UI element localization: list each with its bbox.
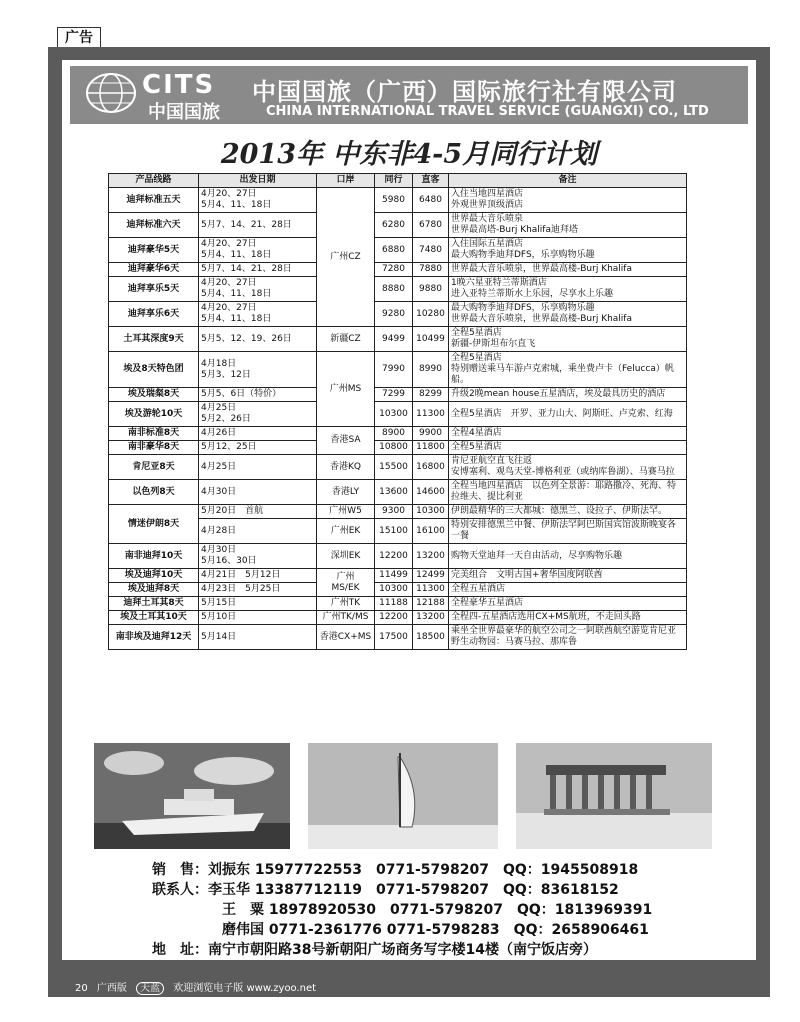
monument-photo (516, 743, 712, 849)
peer-price-cell: 7280 (375, 263, 413, 277)
footer-brand: 广西版 (96, 983, 127, 994)
company-name-cn: 中国国旅（广西）国际旅行社有限公司 (252, 78, 677, 106)
sales-info: 刘振东 15977722553 0771-5798207 QQ：1945508918 (208, 862, 639, 878)
route-cell: 情迷伊朗8天 (109, 505, 199, 544)
contact-row (152, 900, 652, 920)
route-cell: 以色列8天 (109, 480, 199, 505)
route-cell: 迪拜土耳其8天 (109, 597, 199, 611)
peer-price-cell: 12200 (375, 611, 413, 625)
note-cell: 全程5星酒店 开罗、亚力山大、阿斯旺、卢克索、红海 (449, 402, 687, 427)
contact-label: 联系人： (152, 882, 208, 898)
note-cell: 全程5星酒店 特别赠送乘马车游卢克索城，乘坐费卢卡（Felucca）帆船。 (449, 352, 687, 388)
table-row (109, 625, 687, 650)
table-row (109, 505, 687, 519)
port-cell: 香港KQ (317, 455, 375, 480)
photo-strip (94, 743, 734, 849)
dates-cell: 5月7、14、21、28日 (199, 263, 317, 277)
direct-price-cell: 18500 (413, 625, 449, 650)
note-cell: 全程四-五星酒店选用CX+MS航班，不走回头路 (449, 611, 687, 625)
table-row (109, 277, 687, 302)
logo-cn: 中国国旅 (148, 102, 220, 123)
column-header: 同行 (375, 174, 413, 188)
address-row (152, 940, 652, 960)
table-row (109, 583, 687, 597)
note-cell: 入住国际五星酒店 最大购物季迪拜DFS，乐享购物乐趣 (449, 238, 687, 263)
dates-cell: 4月23日 5月25日 (199, 583, 317, 597)
direct-price-cell: 8299 (413, 388, 449, 402)
table-row (109, 441, 687, 455)
route-cell: 迪拜豪华5天 (109, 238, 199, 263)
peer-price-cell: 9280 (375, 302, 413, 327)
dates-cell: 4月28日 (199, 519, 317, 544)
peer-price-cell: 11188 (375, 597, 413, 611)
peer-price-cell: 8900 (375, 427, 413, 441)
table-header-row (109, 174, 687, 188)
table-row (109, 238, 687, 263)
tour-plan-table (108, 173, 687, 650)
note-cell: 肯尼亚航空直飞往返 安博塞利、观鸟天堂-博格利亚（或纳库鲁湖）、马赛马拉 (449, 455, 687, 480)
ad-tag: 广告 (57, 27, 101, 49)
route-cell: 迪拜享乐6天 (109, 302, 199, 327)
dates-cell: 4月20、27日 5月4、11、18日 (199, 238, 317, 263)
column-header: 直客 (413, 174, 449, 188)
peer-price-cell: 17500 (375, 625, 413, 650)
direct-price-cell: 7880 (413, 263, 449, 277)
note-cell: 购物天堂迪拜一天自由活动，尽享购物乐趣 (449, 544, 687, 569)
address-info: 南宁市朝阳路38号新朝阳广场商务写字楼14楼（南宁饭店旁） (208, 942, 597, 958)
direct-price-cell: 10499 (413, 327, 449, 352)
note-cell: 乘坐全世界最豪华的航空公司之一阿联酋航空游览肯尼亚野生动物园：马赛马拉、那库鲁 (449, 625, 687, 650)
direct-price-cell: 11300 (413, 402, 449, 427)
direct-price-cell: 6780 (413, 213, 449, 238)
dates-cell: 4月20、27日 5月4、11、18日 (199, 188, 317, 213)
table-row (109, 480, 687, 505)
page-title: 2013年 中东非4-5月同行计划 (220, 139, 598, 170)
dates-cell: 4月25日 5月2、26日 (199, 402, 317, 427)
port-cell: 广州CZ (317, 188, 375, 327)
direct-price-cell: 13200 (413, 611, 449, 625)
note-cell: 世界最大音乐喷泉，世界最高楼-Burj Khalifa (449, 263, 687, 277)
table-row (109, 263, 687, 277)
peer-price-cell: 9499 (375, 327, 413, 352)
route-cell: 埃及游轮10天 (109, 402, 199, 427)
sales-row (152, 860, 652, 880)
column-header: 口岸 (317, 174, 375, 188)
contact-info: 磨伟国 0771-2361776 0771-5798283 QQ：2658906461 (222, 922, 649, 938)
company-name-en: CHINA INTERNATIONAL TRAVEL SERVICE (GUANGXI) CO., LTD (266, 104, 709, 119)
note-cell: 完美组合 文明古国+奢华国度阿联酋 (449, 569, 687, 583)
peer-price-cell: 13600 (375, 480, 413, 505)
peer-price-cell: 15500 (375, 455, 413, 480)
route-cell: 南非豪华8天 (109, 441, 199, 455)
burj-al-arab-photo (308, 743, 498, 849)
peer-price-cell: 11499 (375, 569, 413, 583)
peer-price-cell: 8880 (375, 277, 413, 302)
note-cell: 伊朗最精华的三大都城：德黑兰、设拉子、伊斯法罕。 (449, 505, 687, 519)
direct-price-cell: 6480 (413, 188, 449, 213)
peer-price-cell: 10300 (375, 402, 413, 427)
column-header: 备注 (449, 174, 687, 188)
note-cell: 特别安排德黑兰中餐、伊斯法罕阿巴斯国宾馆波斯晚宴各一餐 (449, 519, 687, 544)
direct-price-cell: 11800 (413, 441, 449, 455)
peer-price-cell: 6880 (375, 238, 413, 263)
route-cell: 埃及瑞粲8天 (109, 388, 199, 402)
port-cell: 广州MS (317, 352, 375, 427)
cruise-ship-photo (94, 743, 290, 849)
dates-cell: 4月25日 (199, 455, 317, 480)
port-cell: 香港LY (317, 480, 375, 505)
peer-price-cell: 7299 (375, 388, 413, 402)
company-header (70, 66, 748, 124)
sales-label: 销 售： (152, 862, 208, 878)
route-cell: 南非迪拜10天 (109, 544, 199, 569)
route-cell: 南非标准8天 (109, 427, 199, 441)
note-cell: 最大购物季迪拜DFS，乐享购物乐趣 世界最大音乐喷泉，世界最高楼-Burj Khalifa (449, 302, 687, 327)
dates-cell: 5月15日 (199, 597, 317, 611)
footer-text: 欢迎浏览电子版 www.zyoo.net (173, 983, 317, 994)
table-row (109, 213, 687, 238)
note-cell: 全程当地四星酒店 以色列全景游：耶路撒冷、死海、特拉维夫、提比利亚 (449, 480, 687, 505)
dates-cell: 5月12、25日 (199, 441, 317, 455)
note-cell: 全程五星酒店 (449, 583, 687, 597)
direct-price-cell: 9880 (413, 277, 449, 302)
peer-price-cell: 15100 (375, 519, 413, 544)
direct-price-cell: 14600 (413, 480, 449, 505)
page-footer (75, 979, 322, 994)
peer-price-cell: 6280 (375, 213, 413, 238)
table-row (109, 611, 687, 625)
route-cell: 埃及迪拜8天 (109, 583, 199, 597)
dates-cell: 4月30日 5月16、30日 (199, 544, 317, 569)
route-cell: 迪拜豪华6天 (109, 263, 199, 277)
dates-cell: 5月5、6日（特价） (199, 388, 317, 402)
port-cell: 广州 MS/EK (317, 569, 375, 597)
direct-price-cell: 10300 (413, 505, 449, 519)
direct-price-cell: 16800 (413, 455, 449, 480)
dates-cell: 4月20、27日 5月4、11、18日 (199, 277, 317, 302)
table-row (109, 388, 687, 402)
dates-cell: 4月30日 (199, 480, 317, 505)
peer-price-cell: 10800 (375, 441, 413, 455)
ad-panel (62, 60, 756, 960)
table-row (109, 302, 687, 327)
dates-cell: 4月18日 5月3、12日 (199, 352, 317, 388)
table-row (109, 544, 687, 569)
column-header: 产品线路 (109, 174, 199, 188)
direct-price-cell: 11300 (413, 583, 449, 597)
note-cell: 全程5星酒店 新疆-伊斯坦布尔直飞 (449, 327, 687, 352)
contact-info: 李玉华 13387712119 0771-5798207 QQ：83618152 (208, 882, 619, 898)
globe-logo-icon (84, 71, 138, 115)
contact-block (152, 860, 652, 960)
note-cell: 入住当地四星酒店 外观世界顶级酒店 (449, 188, 687, 213)
peer-price-cell: 9300 (375, 505, 413, 519)
dates-cell: 5月14日 (199, 625, 317, 650)
dates-cell: 5月5、12、19、26日 (199, 327, 317, 352)
table-row (109, 402, 687, 427)
port-cell: 广州W5 (317, 505, 375, 519)
note-cell: 世界最大音乐喷泉 世界最高塔-Burj Khalifa迪拜塔 (449, 213, 687, 238)
peer-price-cell: 10300 (375, 583, 413, 597)
dates-cell: 4月20、27日 5月4、11、18日 (199, 302, 317, 327)
table-row (109, 427, 687, 441)
direct-price-cell: 10280 (413, 302, 449, 327)
port-cell: 新疆CZ (317, 327, 375, 352)
table-row (109, 455, 687, 480)
address-label: 地 址： (152, 942, 208, 958)
dates-cell: 4月26日 (199, 427, 317, 441)
note-cell: 升级2晚mean house五星酒店，埃及最具历史的酒店 (449, 388, 687, 402)
note-cell: 全程4星酒店 (449, 427, 687, 441)
direct-price-cell: 13200 (413, 544, 449, 569)
table-row (109, 597, 687, 611)
port-cell: 广州TK (317, 597, 375, 611)
column-header: 出发日期 (199, 174, 317, 188)
direct-price-cell: 16100 (413, 519, 449, 544)
dates-cell: 5月10日 (199, 611, 317, 625)
table-row (109, 188, 687, 213)
note-cell: 全程豪华五星酒店 (449, 597, 687, 611)
footer-badge: 天蓝 (136, 982, 164, 995)
port-cell: 广州EK (317, 519, 375, 544)
peer-price-cell: 5980 (375, 188, 413, 213)
note-cell: 1晚六星亚特兰蒂斯酒店 进入亚特兰蒂斯水上乐园，尽享水上乐趣 (449, 277, 687, 302)
direct-price-cell: 12188 (413, 597, 449, 611)
direct-price-cell: 9900 (413, 427, 449, 441)
direct-price-cell: 7480 (413, 238, 449, 263)
peer-price-cell: 7990 (375, 352, 413, 388)
note-cell: 全程5星酒店 (449, 441, 687, 455)
route-cell: 埃及迪拜10天 (109, 569, 199, 583)
direct-price-cell: 12499 (413, 569, 449, 583)
contact-row (152, 920, 652, 940)
page-number: 20 (75, 983, 88, 994)
route-cell: 迪拜标准五天 (109, 188, 199, 213)
dates-cell: 5月7、14、21、28日 (199, 213, 317, 238)
direct-price-cell: 8990 (413, 352, 449, 388)
port-cell: 广州TK/MS (317, 611, 375, 625)
dates-cell: 5月20日 首航 (199, 505, 317, 519)
port-cell: 深圳EK (317, 544, 375, 569)
contact-info: 王 粟 18978920530 0771-5798207 QQ：1813969391 (222, 902, 653, 918)
route-cell: 迪拜享乐5天 (109, 277, 199, 302)
dates-cell: 4月21日 5月12日 (199, 569, 317, 583)
table-row (109, 352, 687, 388)
port-cell: 香港CX+MS (317, 625, 375, 650)
route-cell: 南非埃及迪拜12天 (109, 625, 199, 650)
route-cell: 土耳其深度9天 (109, 327, 199, 352)
contact-row (152, 880, 652, 900)
route-cell: 迪拜标准六天 (109, 213, 199, 238)
table-row (109, 327, 687, 352)
logo-cits: CITS (142, 70, 216, 100)
route-cell: 埃及8天特色团 (109, 352, 199, 388)
peer-price-cell: 12200 (375, 544, 413, 569)
route-cell: 肯尼亚8天 (109, 455, 199, 480)
port-cell: 香港SA (317, 427, 375, 455)
route-cell: 埃及土耳其10天 (109, 611, 199, 625)
table-row (109, 569, 687, 583)
